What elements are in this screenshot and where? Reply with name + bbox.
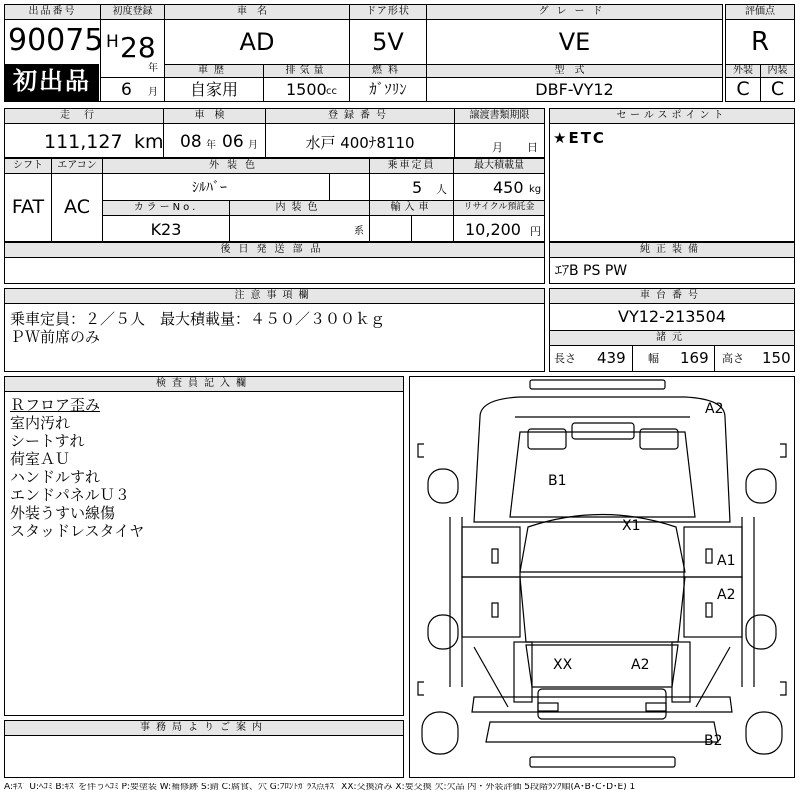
score-label: 評価点 bbox=[726, 5, 794, 20]
notes-line-1: 乗車定員：２／５人 最大積載量：４５０／３００ｋｇ bbox=[10, 310, 386, 328]
notes-line-2: ＰＷ前席のみ bbox=[10, 328, 101, 346]
era-letter: H bbox=[106, 32, 119, 52]
divider bbox=[329, 174, 330, 200]
interior-label: 内装 bbox=[761, 65, 794, 78]
legend: A:ｷｽﾞ U:ﾍｺﾐ B:ｷｽﾞを伴うﾍｺﾐ P:要塗装 W:補修跡 S:錆 C:腐食、穴 G:ﾌﾛﾝﾄｶﾞﾗｽ点ｷｽﾞ XX:交換済み X:要交換 欠:欠品 内・外装評価 5段階ﾗﾝｸ順(A･B･C･D･E) 1 bbox=[4, 783, 636, 792]
car-name-label: 車名 bbox=[165, 5, 349, 20]
color-no-label: カラーNo. bbox=[103, 201, 229, 216]
fuel-label: 燃料 bbox=[350, 65, 426, 78]
later-parts-label: 後日発送部品 bbox=[5, 243, 544, 258]
inspector-line: スタッドレスタイヤ bbox=[10, 522, 145, 540]
chassis-number: VY12-213504 bbox=[618, 307, 726, 326]
spec-label: 諸元 bbox=[550, 331, 794, 346]
height: 150 bbox=[762, 349, 791, 367]
model: DBF-VY12 bbox=[535, 80, 614, 99]
ac: AC bbox=[64, 196, 90, 218]
length-label: 長さ bbox=[554, 352, 576, 365]
max-load: 450 bbox=[493, 178, 524, 197]
displacement: 1500 bbox=[286, 80, 327, 99]
history-label: 車歴 bbox=[165, 65, 263, 78]
shift-label: シフト bbox=[5, 159, 51, 174]
max-load-label: 最大積載量 bbox=[454, 159, 544, 174]
inspector-line: エンドパネルＵ３ bbox=[10, 486, 130, 504]
exterior-color: ｼﾙﾊﾞｰ bbox=[192, 180, 227, 196]
width-label: 幅 bbox=[648, 352, 659, 365]
office-label: 事務局よりご案内 bbox=[5, 721, 403, 736]
exterior-grade: C bbox=[736, 78, 750, 100]
width: 169 bbox=[680, 349, 709, 367]
ac-label: エアコン bbox=[52, 159, 102, 174]
mileage-label: 走行 bbox=[5, 109, 163, 124]
notes-label: 注意事項欄 bbox=[5, 289, 544, 304]
model-label: 型式 bbox=[427, 65, 722, 78]
plate-label: 登録番号 bbox=[266, 109, 454, 124]
capacity-unit: 人 bbox=[436, 183, 447, 196]
first-listing-label: 初出品 bbox=[13, 67, 91, 95]
inspector-line: Ｒフロア歪み bbox=[10, 396, 101, 414]
inspection-month: 06 bbox=[222, 132, 244, 152]
inspection-year: 08 bbox=[180, 132, 202, 152]
inspector-line: ハンドルすれ bbox=[10, 468, 101, 486]
mileage: 111,127 bbox=[44, 131, 123, 153]
damage-mark: B2 bbox=[704, 733, 723, 749]
selling-points-label: セールスポイント bbox=[550, 109, 794, 124]
inspection-year-unit: 年 bbox=[206, 140, 216, 151]
inspector-line: 外装うすい線傷 bbox=[10, 504, 116, 522]
recycle-fee: 10,200 bbox=[465, 220, 521, 239]
damage-mark: A2 bbox=[717, 587, 736, 603]
divider bbox=[411, 216, 412, 242]
door-label: ドア形状 bbox=[350, 5, 426, 20]
mileage-unit: km bbox=[134, 131, 164, 153]
displacement-label: 排気量 bbox=[264, 65, 349, 78]
divider bbox=[100, 77, 165, 78]
selling-points: ★ETC bbox=[553, 129, 606, 147]
import-label: 輸入車 bbox=[370, 201, 453, 216]
fuel: ｶﾞｿﾘﾝ bbox=[369, 80, 407, 98]
first-reg-month: 6 bbox=[121, 80, 132, 100]
inspector-notes bbox=[10, 396, 400, 540]
color-number: K23 bbox=[150, 220, 182, 239]
recycle-label: リサイクル預託金 bbox=[454, 201, 544, 216]
plate-number: 水戸 400ﾅ8110 bbox=[305, 134, 415, 152]
inspector-line: 室内汚れ bbox=[10, 414, 71, 432]
inspector-line: 荷室ＡＵ bbox=[10, 450, 71, 468]
inspection-month-unit: 月 bbox=[248, 140, 258, 151]
history: 自家用 bbox=[189, 80, 238, 99]
first-reg-year: 28 bbox=[120, 31, 156, 64]
height-label: 高さ bbox=[722, 352, 744, 365]
transfer-day-unit: 日 bbox=[527, 141, 538, 154]
damage-mark: X1 bbox=[622, 518, 641, 534]
recycle-unit: 円 bbox=[530, 225, 541, 238]
divider bbox=[714, 346, 715, 372]
divider bbox=[632, 346, 633, 372]
capacity: 5 bbox=[412, 178, 423, 197]
lot-number: 90075 bbox=[8, 23, 104, 58]
capacity-label: 乗車定員 bbox=[370, 159, 453, 174]
grade: VE bbox=[558, 28, 591, 56]
damage-mark: A1 bbox=[717, 553, 736, 569]
interior-color-suffix: 系 bbox=[354, 226, 364, 237]
car-diagram bbox=[410, 377, 794, 777]
equipment-label: 純正装備 bbox=[550, 243, 794, 258]
grade-label: グレード bbox=[427, 5, 722, 20]
equipment: ｴｱB PS PW bbox=[555, 263, 628, 279]
color-label: 外装色 bbox=[103, 159, 369, 174]
chassis-label: 車台番号 bbox=[550, 289, 794, 304]
damage-mark: A2 bbox=[631, 657, 650, 673]
interior-color-label: 内装色 bbox=[230, 201, 369, 216]
damage-mark: XX bbox=[553, 657, 573, 673]
inspection-label: 車検 bbox=[164, 109, 265, 124]
door-type: 5V bbox=[372, 28, 404, 56]
exterior-label: 外装 bbox=[726, 65, 760, 78]
year-unit: 年 bbox=[148, 63, 158, 74]
inspector-label: 検査員記入欄 bbox=[5, 377, 403, 392]
damage-mark: B1 bbox=[548, 473, 567, 489]
displacement-unit: cc bbox=[326, 86, 337, 97]
lot-number-label: 出品番号 bbox=[5, 5, 100, 20]
transfer-month-unit: 月 bbox=[492, 141, 503, 154]
length: 439 bbox=[597, 349, 626, 367]
max-load-unit: kg bbox=[529, 184, 542, 195]
score: R bbox=[750, 27, 770, 57]
damage-mark: A2 bbox=[705, 401, 724, 417]
inspector-line: シートすれ bbox=[10, 432, 85, 450]
shift: FAT bbox=[11, 196, 45, 218]
interior-grade: C bbox=[770, 78, 785, 100]
car-name: AD bbox=[239, 28, 275, 56]
transfer-label: 譲渡書類期限 bbox=[455, 109, 544, 124]
first-reg-label: 初度登録 bbox=[101, 5, 164, 20]
month-unit: 月 bbox=[148, 87, 158, 98]
